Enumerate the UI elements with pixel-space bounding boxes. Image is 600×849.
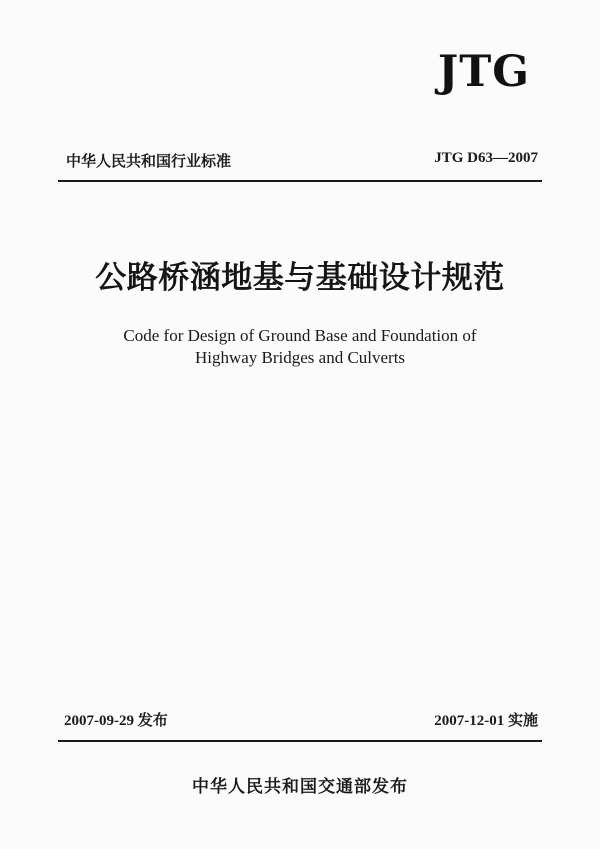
title-english-line-1: Code for Design of Ground Base and Foundation of xyxy=(123,326,477,345)
implementation-date xyxy=(434,709,538,730)
jtg-logo: JTG xyxy=(437,47,530,97)
issue-date-value: 2007-09-29 xyxy=(64,713,134,729)
issue-date-label: 发布 xyxy=(137,711,168,729)
standard-number: JTG D63—2007 xyxy=(434,150,538,166)
footer-divider xyxy=(58,740,542,742)
publisher: 中华人民共和国交通部发布 xyxy=(192,777,408,797)
issue-date xyxy=(64,709,168,730)
title-english-line-2: Highway Bridges and Culverts xyxy=(194,348,406,367)
title-english xyxy=(0,325,600,369)
header-divider xyxy=(58,180,542,182)
title-chinese: 公路桥涵地基与基础设计规范 xyxy=(95,260,505,296)
implementation-date-value: 2007-12-01 xyxy=(434,713,505,729)
standard-category: 中华人民共和国行业标准 xyxy=(66,152,232,170)
implementation-date-label: 实施 xyxy=(507,711,538,729)
